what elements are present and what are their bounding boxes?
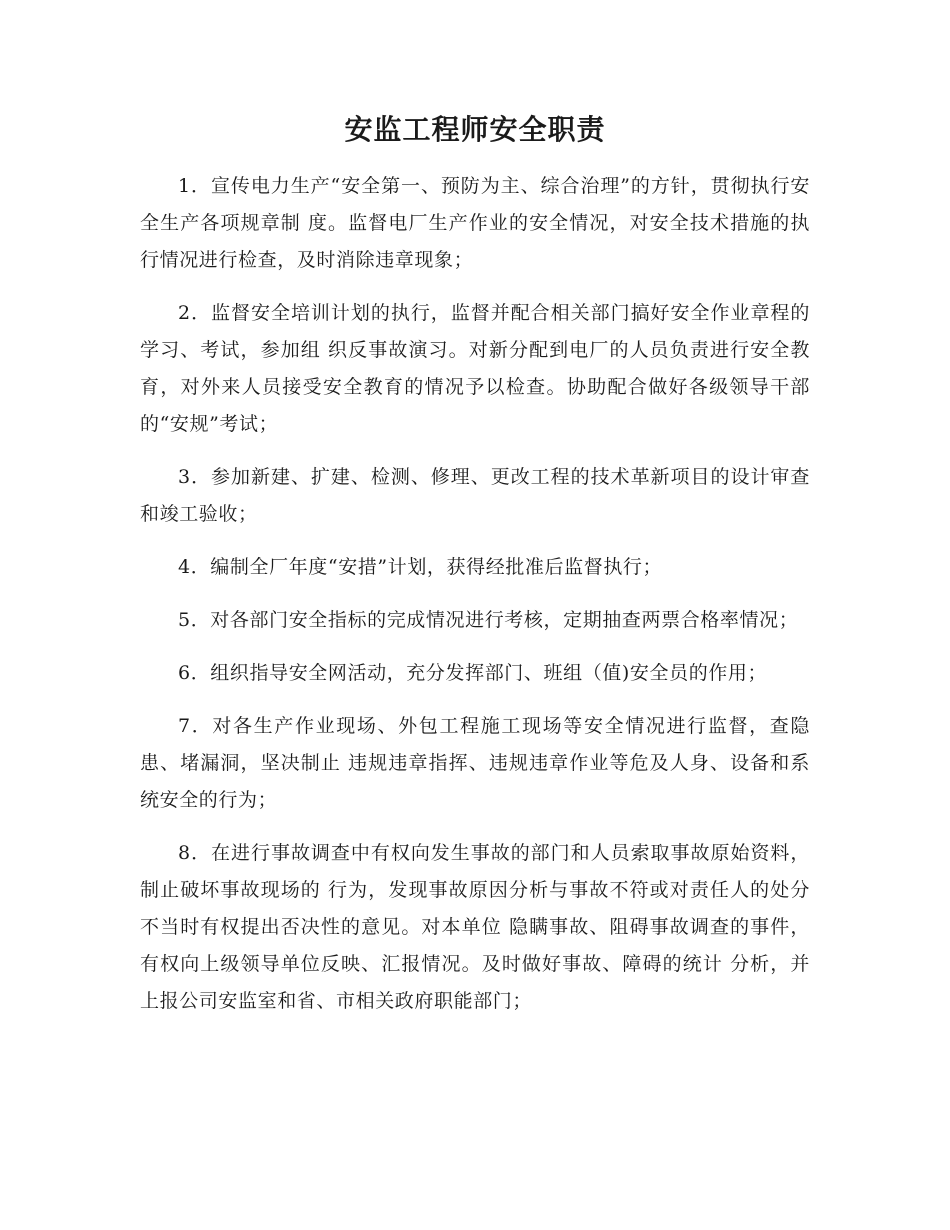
paragraph-2: 2．监督安全培训计划的执行，监督并配合相关部门搞好安全作业章程的学习、考试，参加组 织反事故演习。对新分配到电厂的人员负责进行安全教育，对外来人员接受安全教育的情况予以检查。协助配合做好各级领导干部的“安规”考试； xyxy=(140,302,810,435)
paragraph-6: 6．组织指导安全网活动，充分发挥部门、班组（值)安全员的作用； xyxy=(178,662,768,684)
document-title: 安监工程师安全职责 xyxy=(344,113,606,146)
paragraph-5: 5．对各部门安全指标的完成情况进行考核，定期抽查两票合格率情况； xyxy=(178,609,799,631)
document-page xyxy=(140,108,810,1036)
paragraph-8: 8．在进行事故调查中有权向发生事故的部门和人员索取事故原始资料，制止破坏事故现场的 行为，发现事故原因分析与事故不符或对责任人的处分不当时有权提出否决性的意见。对本单位 隐瞒事故、阻碍事故调查的事件，有权向上级领导单位反映、汇报情况。及时做好事故、障碍的统计 分析，并上报公司安监室和省、市相关政府职能部门； xyxy=(140,842,810,1012)
paragraph-7: 7．对各生产作业现场、外包工程施工现场等安全情况进行监督，查隐患、堵漏洞，坚决制止 违规违章指挥、违规违章作业等危及人身、设备和系统安全的行为； xyxy=(140,715,810,811)
paragraph-1: 1．宣传电力生产“安全第一、预防为主、综合治理”的方针，贯彻执行安全生产各项规章制 度。监督电厂生产作业的安全情况，对安全技术措施的执行情况进行检查，及时消除违章现象； xyxy=(140,175,810,271)
paragraph-3: 3．参加新建、扩建、检测、修理、更改工程的技术革新项目的设计审查和竣工验收； xyxy=(140,466,810,525)
paragraph-4: 4．编制全厂年度“安措”计划，获得经批准后监督执行； xyxy=(178,556,663,578)
